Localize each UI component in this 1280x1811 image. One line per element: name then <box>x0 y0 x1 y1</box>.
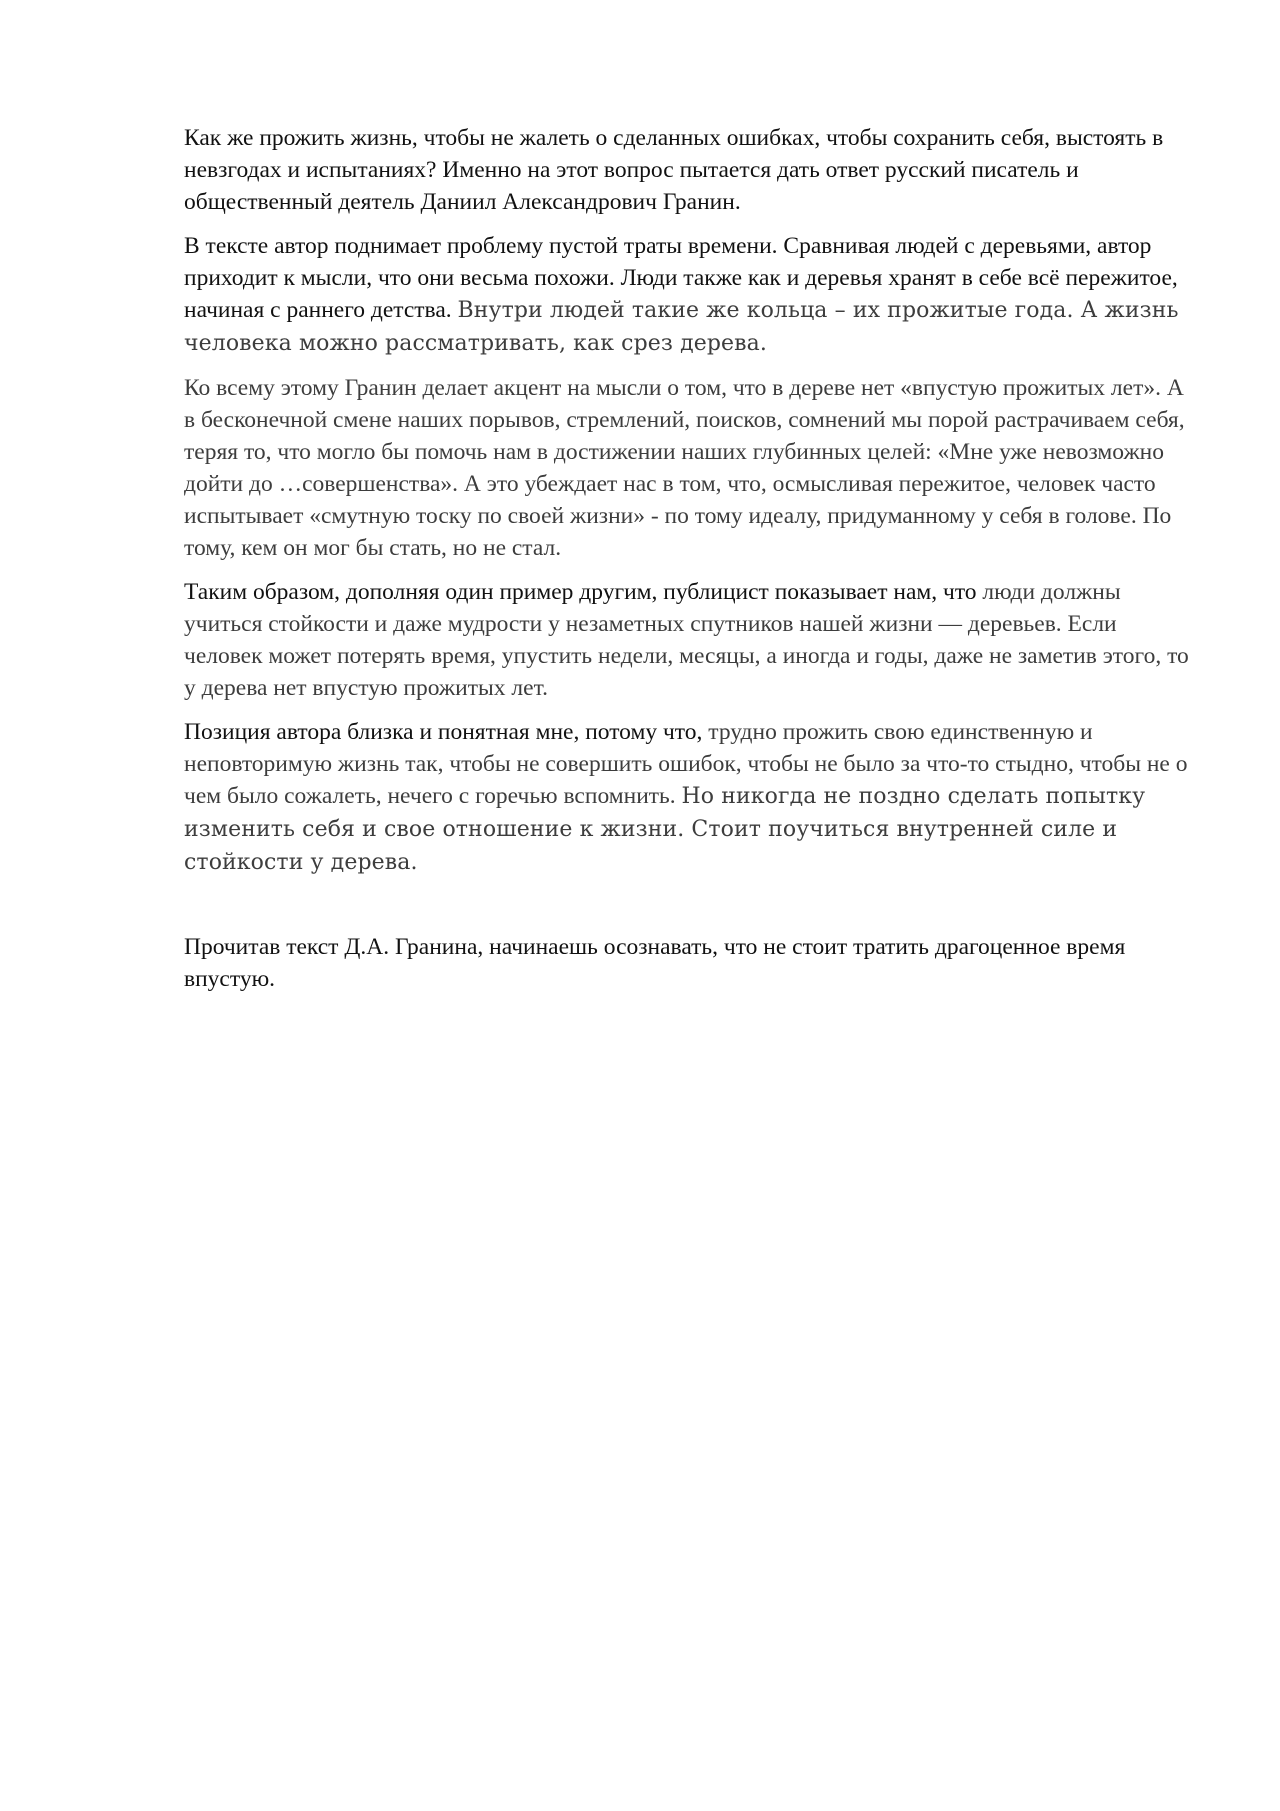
paragraph-intro <box>184 122 1196 218</box>
paragraph-intro-text: Как же прожить жизнь, чтобы не жалеть о сделанных ошибках, чтобы сохранить себя, выстоять в невзгодах и испытаниях? Именно на этот вопрос пытается дать ответ русский писатель и общественный деятель Даниил Александрович Гранин. <box>184 125 1164 215</box>
paragraph-final-text: Прочитав текст Д.А. Гранина, начинаешь осознавать, что не стоит тратить драгоценное время впустую. <box>184 934 1126 992</box>
paragraph-conclusion-text-continued: люди должны учиться стойкости и даже мудрости у незаметных спутников нашей жизни — деревьев. Если человек может потерять время, упустить недели, месяцы, а иногда и годы, даже не заметив этого, то у дерева нет впустую прожитых лет. <box>184 579 1189 701</box>
document-body <box>184 122 1196 1007</box>
paragraph-spacer <box>184 891 1196 931</box>
paragraph-conclusion-text: Таким образом, дополняя один пример другим, публицист показывает нам, что <box>184 579 983 605</box>
paragraph-position-text-continued: трудно прожить свою единственную и неповторимую жизнь так, чтобы не совершить ошибок, чтобы не было за что-то стыдно, чтобы не о чем было сожалеть, нечего с горечью вспомнить. <box>184 719 1188 809</box>
paragraph-final <box>184 931 1196 995</box>
paragraph-problem-text: В тексте автор поднимает проблему пустой траты времени. Сравнивая людей с деревьями, автор приходит к мысли, что они весьма похожи. Люди также как и деревья хранят в себе всё пережитое, начиная с раннего детства. <box>184 233 1178 323</box>
paragraph-commentary-text: Ко всему этому Гранин делает акцент на мысли о том, что в дереве нет «впустую прожитых лет». А в бесконечной смене наших порывов, стремлений, поисков, сомнений мы порой растрачиваем себя, теряя то, что могло бы помочь нам в достижении наших глубинных целей: «Мне уже невозможно дойти до …совершенства». А это убеждает нас в том, что, осмысливая пережитое, человек часто испытывает «смутную тоску по своей жизни» - по тому идеалу, придуманному у себя в голове. По тому, кем он мог бы стать, но не стал. <box>184 375 1185 561</box>
paragraph-conclusion <box>184 576 1196 704</box>
paragraph-problem <box>184 230 1196 360</box>
paragraph-position <box>184 716 1196 879</box>
paragraph-problem-text-continued: Внутри людей такие же кольца – их прожитые года. А жизнь человека можно рассматривать, как срез дерева. <box>184 298 1179 356</box>
paragraph-commentary <box>184 372 1196 564</box>
paragraph-position-text: Позиция автора близка и понятная мне, потому что, <box>184 719 709 745</box>
paragraph-position-text-final: Но никогда не поздно сделать попытку изменить себя и свое отношение к жизни. Стоит поучиться внутренней силе и стойкости у дерева. <box>184 784 1146 875</box>
